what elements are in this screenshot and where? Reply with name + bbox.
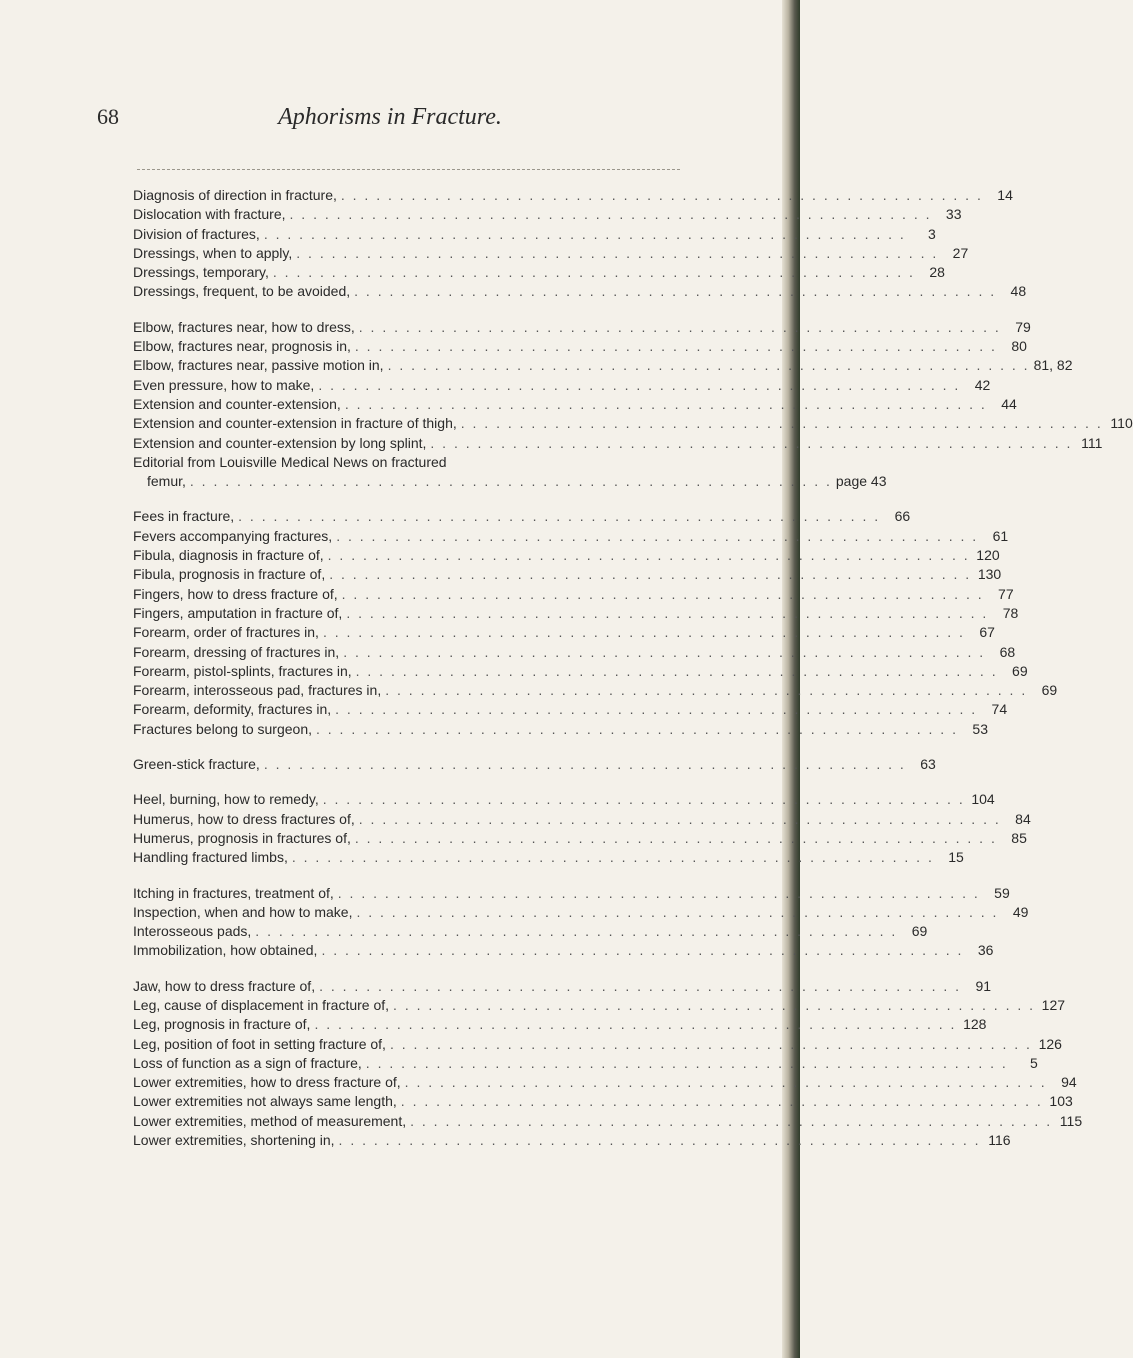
dot-leader [390,1035,1032,1054]
index-entry [133,318,1031,337]
entry-label: Forearm, dressing of fractures in, [133,643,340,660]
entry-label: Fingers, amputation in fracture of, [133,604,343,621]
entry-page-number: 63 [920,756,936,773]
index-group [133,977,1083,1151]
entry-page-number: 15 [948,849,964,866]
dot-leader [401,1092,1043,1111]
dot-leader [345,395,987,414]
index-entry [133,810,1031,829]
entry-page-number: 120 [976,547,1000,564]
index-entry [133,546,1000,565]
entry-label: Extension and counter-extension by long splint, [133,434,427,451]
entry-label: Elbow, fractures near, passive motion in, [133,357,384,374]
entry-label: Fees in fracture, [133,508,235,525]
index-group [133,884,1029,961]
entry-page-number: 130 [977,566,1002,583]
dot-leader [190,472,832,491]
entry-label: Dressings, when to apply, [133,244,293,261]
entry-page-number: 77 [998,585,1014,602]
entry-page-number: 69 [911,923,928,940]
dot-leader [323,790,965,809]
entry-page-number: 27 [952,244,969,261]
index-entry [133,700,1008,719]
index-entry [133,337,1027,356]
index-entry [133,282,1027,301]
entry-page-number: 115 [1059,1112,1083,1129]
dot-leader [292,848,934,867]
entry-page-number: 103 [1049,1093,1073,1110]
entry-label: Lower extremities, shortening in, [133,1132,335,1149]
index-entry [133,585,1014,604]
entry-page-number: page 43 [835,473,887,490]
index-entry [133,205,962,224]
dot-leader [388,356,1030,375]
index-entry [133,941,994,960]
index-entry [133,720,988,739]
entry-page-number: 126 [1038,1035,1062,1052]
entry-label: Leg, prognosis in fracture of, [133,1016,311,1033]
index-entry [133,848,964,867]
entry-label: Immobilization, how obtained, [133,942,318,959]
index-entry [133,507,911,526]
entry-label: Extension and counter-extension, [133,395,341,412]
dot-leader [343,643,985,662]
dot-leader [356,903,998,922]
entry-page-number: 79 [1015,318,1031,335]
index-group [133,507,1058,739]
index-group [133,790,1031,867]
index-entry [133,922,928,941]
index-entry [133,263,945,282]
index-entry [133,527,1009,546]
dot-leader [255,922,897,941]
dot-leader [359,810,1001,829]
dot-leader [339,1131,981,1150]
entry-page-number: 48 [1010,283,1027,300]
dot-leader [346,604,988,623]
dot-leader [321,941,963,960]
index-entry [133,996,1066,1015]
index-entry [133,1073,1077,1092]
entry-page-number: 128 [963,1016,987,1033]
entry-page-number: 110 [1110,415,1133,432]
entry-page-number: 81, 82 [1033,357,1073,374]
entry-page-number: 69 [1041,682,1058,699]
entry-label: Humerus, prognosis in fractures of, [133,829,351,846]
dot-leader [264,755,906,774]
entry-label: Forearm, order of fractures in, [133,624,319,641]
index-entry [133,662,1028,681]
index-entry [133,604,1019,623]
entry-page-number: 80 [1011,338,1027,355]
entry-page-number: 53 [972,720,988,737]
entry-label: Inspection, when and how to make, [133,903,353,920]
entry-label: Humerus, how to dress fractures of, [133,810,355,827]
entry-label: Forearm, deformity, fractures in, [133,701,332,718]
index-entry [133,884,1010,903]
entry-label: Dislocation with fracture, [133,206,286,223]
dot-leader [319,977,961,996]
dot-leader [314,1015,956,1034]
index-group [133,318,1133,492]
dot-leader [430,434,1072,453]
dot-leader [318,376,960,395]
entry-label: Leg, cause of displacement in fracture of, [133,996,390,1013]
entry-page-number: 91 [975,977,992,994]
page-number: 68 [97,104,119,129]
index-entry [133,472,887,491]
index-entry [133,681,1058,700]
dot-leader [355,829,997,848]
entry-label: Interosseous pads, [133,923,252,940]
entry-label: Dressings, temporary, [133,264,269,281]
dot-leader [405,1073,1047,1092]
entry-page-number: 49 [1012,903,1029,920]
dot-leader [264,225,906,244]
index-entry [133,395,1017,414]
entry-label: Diagnosis of direction in fracture, [133,187,337,203]
entry-label: Even pressure, how to make, [133,376,315,393]
index-entry [133,755,936,774]
index-entry [133,376,991,395]
dot-leader [366,1054,1008,1073]
dot-leader [385,681,1027,700]
index-entry [133,1054,1038,1073]
entry-label: Fractures belong to surgeon, [133,720,312,737]
index-entry [133,1035,1062,1054]
entry-label: Forearm, pistol-splints, fractures in, [133,662,352,679]
dot-leader [328,546,970,565]
entry-label: Green-stick fracture, [133,756,260,773]
index-entry [133,356,1073,375]
entry-label: Fibula, diagnosis in fracture of, [133,547,324,564]
header-rule [137,169,680,170]
entry-label: Extension and counter-extension in fracture of thigh, [133,415,457,432]
entry-page-number: 67 [979,624,995,641]
entry-page-number: 61 [992,527,1009,544]
entry-label: Jaw, how to dress fracture of, [133,977,316,994]
entry-page-number: 116 [988,1132,1011,1149]
dot-leader [354,282,996,301]
page-header [0,104,780,144]
dot-leader [336,527,978,546]
index-entry [133,1112,1083,1131]
entry-page-number: 44 [1001,395,1017,412]
entry-page-number: 66 [894,508,911,525]
dot-leader [342,585,984,604]
index-entry [133,790,995,809]
dot-leader [290,205,932,224]
dot-leader [273,263,915,282]
entry-page-number: 36 [977,942,994,959]
entry-label: Fevers accompanying fractures, [133,527,333,544]
dot-leader [393,996,1035,1015]
dot-leader [355,337,997,356]
dot-leader [341,186,983,205]
index-entry [133,1015,987,1034]
entry-label: femur, [147,473,186,490]
entry-page-number: 5 [1029,1054,1038,1071]
entry-label: Dressings, frequent, to be avoided, [133,283,351,300]
dot-leader [329,565,971,584]
entry-label: Handling fractured limbs, [133,849,288,866]
index-entry [133,623,995,642]
entry-page-number: 68 [999,643,1016,660]
index-entry [133,643,1016,662]
entry-label: Elbow, fractures near, prognosis in, [133,338,351,355]
index-entry [133,434,1103,453]
entry-label: Leg, position of foot in setting fracture of, [133,1035,386,1052]
entry-page-number: 33 [945,206,962,223]
dot-leader [238,507,880,526]
index-group [133,755,936,774]
entry-page-number: 42 [974,376,991,393]
entry-page-number: 59 [994,884,1010,901]
entry-label: Loss of function as a sign of fracture, [133,1054,362,1071]
entry-page-number: 111 [1081,434,1103,451]
index-entry [133,977,992,996]
running-title: Aphorisms in Fracture. [278,104,502,130]
dot-leader [410,1112,1052,1131]
index-entry-continued: Editorial from Louisville Medical News on fractured [133,453,447,470]
index-entry [133,1092,1073,1111]
entry-label: Division of fractures, [133,225,260,242]
entry-label: Forearm, interosseous pad, fractures in, [133,682,382,699]
entry-page-number: 3 [928,225,936,242]
entry-page-number: 69 [1012,662,1028,679]
entry-page-number: 14 [997,187,1013,203]
index-entry [133,186,1013,205]
entry-page-number: 104 [971,791,995,808]
dot-leader [359,318,1001,337]
entry-label: Heel, burning, how to remedy, [133,791,319,808]
entry-label: Elbow, fractures near, how to dress, [133,318,355,335]
entry-label: Lower extremities, how to dress fracture of, [133,1074,401,1091]
dot-leader [338,884,980,903]
index-entry [133,1131,1011,1150]
entry-page-number: 78 [1002,604,1019,621]
dot-leader [356,662,998,681]
index-entry [133,414,1133,433]
entry-page-number: 127 [1041,996,1066,1013]
dot-leader [335,700,977,719]
dot-leader [316,720,958,739]
index-entry [133,829,1027,848]
index-group [133,186,1027,302]
entry-label: Itching in fractures, treatment of, [133,884,334,901]
index-entry [133,565,1002,584]
entry-page-number: 28 [929,264,945,281]
entry-label: Lower extremities not always same length, [133,1093,397,1110]
entry-page-number: 85 [1011,829,1027,846]
dot-leader [461,414,1103,433]
index-list [133,186,1133,1166]
entry-label: Fingers, how to dress fracture of, [133,585,338,602]
index-entry [133,903,1029,922]
entry-page-number: 74 [991,701,1008,718]
entry-page-number: 94 [1061,1074,1077,1091]
dot-leader [296,244,938,263]
index-entry [133,244,969,263]
entry-label: Lower extremities, method of measurement, [133,1112,407,1129]
dot-leader [323,623,965,642]
entry-page-number: 84 [1015,810,1031,827]
entry-label: Fibula, prognosis in fracture of, [133,566,326,583]
index-entry [133,225,936,244]
